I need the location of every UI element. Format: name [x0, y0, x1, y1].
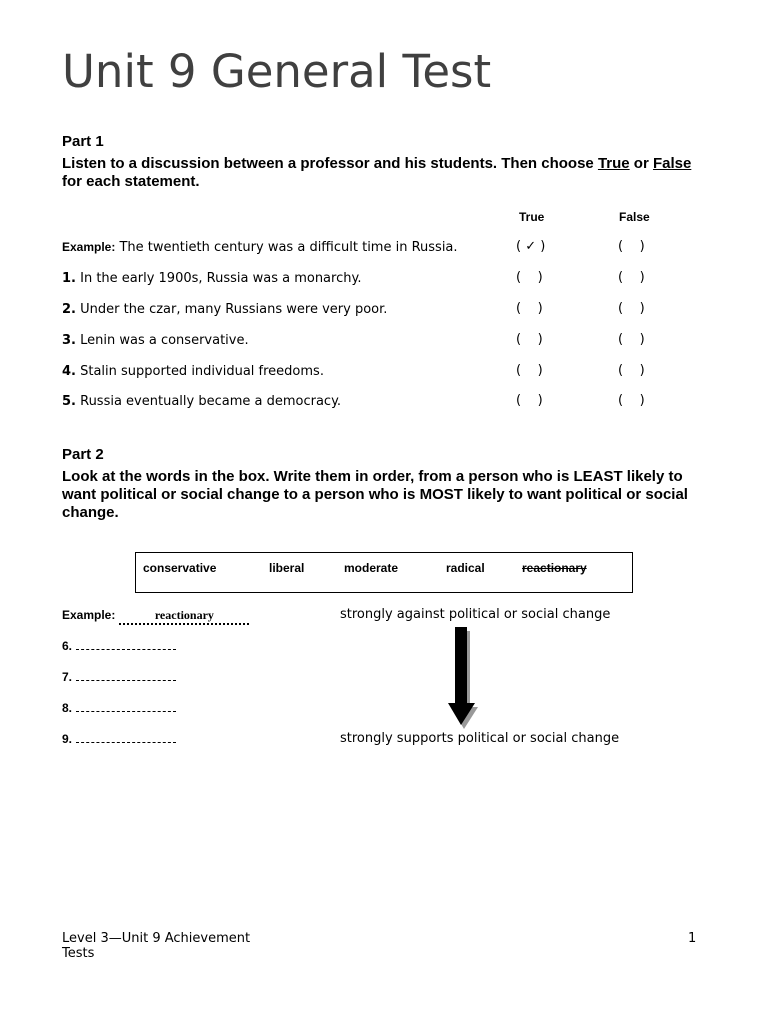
statement-number: 2. [62, 302, 76, 317]
statement-row [62, 364, 324, 379]
answer-row [62, 701, 176, 715]
statement-text: Under the czar, many Russians were very poor. [75, 302, 388, 317]
part1-instruction-post: for each statement. [62, 173, 200, 190]
word-conservative: conservative [143, 561, 217, 575]
true-choice[interactable]: ( ) [516, 270, 543, 285]
example-text: The twentieth century was a difficult time in Russia. [115, 240, 458, 255]
part2-example [62, 608, 249, 625]
true-choice[interactable]: ( ) [516, 363, 543, 378]
false-choice[interactable]: ( ) [618, 363, 645, 378]
false-choice[interactable]: ( ) [618, 332, 645, 347]
statement-text: In the early 1900s, Russia was a monarchy. [75, 271, 362, 286]
answer-number: 7. [62, 670, 73, 684]
example-statement [62, 240, 458, 255]
part2-instruction: Look at the words in the box. Write them in order, from a person who is LEAST likely to want political or social change to a person who is MOST likely to want political or social change. [62, 468, 688, 521]
footer-line-1: Level 3—Unit 9 Achievement [62, 931, 251, 946]
statement-number: 4. [62, 364, 76, 379]
false-word: False [652, 155, 692, 172]
statement-row [62, 394, 341, 409]
column-header-false: False [619, 210, 650, 224]
statement-row [62, 302, 387, 317]
true-choice[interactable]: ( ) [516, 301, 543, 316]
part1-instruction [62, 155, 702, 191]
bottom-description: strongly supports political or social change [340, 731, 620, 746]
answer-row [62, 639, 176, 653]
example-label: Example: [62, 240, 116, 254]
example-false-mark[interactable]: ( ) [618, 239, 645, 254]
statement-number: 3. [62, 333, 76, 348]
statement-number: 5. [62, 394, 76, 409]
answer-blank[interactable] [76, 732, 176, 743]
statement-text: Stalin supported individual freedoms. [75, 364, 324, 379]
page-number: 1 [688, 931, 697, 946]
word-reactionary: reactionary [522, 561, 587, 575]
word-liberal: liberal [269, 561, 305, 575]
true-choice[interactable]: ( ) [516, 332, 543, 347]
answer-number: 8. [62, 701, 73, 715]
answer-number: 9. [62, 732, 73, 746]
word-radical: radical [446, 561, 485, 575]
false-choice[interactable]: ( ) [618, 301, 645, 316]
down-arrow-icon [446, 627, 480, 731]
part1-heading: Part 1 [62, 133, 104, 150]
footer-text [62, 931, 250, 961]
answer-blank[interactable] [76, 639, 176, 650]
statement-text: Russia eventually became a democracy. [75, 394, 342, 409]
true-word: True [597, 155, 630, 172]
example-true-mark[interactable]: ( ✓ ) [516, 239, 546, 254]
statement-number: 1. [62, 271, 76, 286]
or-word: or [629, 155, 653, 172]
statement-row [62, 271, 361, 286]
answer-row [62, 732, 176, 746]
part2-example-label: Example: [62, 608, 116, 622]
answer-blank[interactable] [76, 701, 176, 712]
false-choice[interactable]: ( ) [618, 270, 645, 285]
column-header-true: True [519, 210, 545, 224]
page-title: Unit 9 General Test [62, 45, 492, 98]
answer-row [62, 670, 176, 684]
statement-row [62, 333, 249, 348]
footer-line-2: Tests [62, 946, 95, 961]
word-moderate: moderate [344, 561, 399, 575]
part2-heading: Part 2 [62, 446, 104, 463]
true-choice[interactable]: ( ) [516, 393, 543, 408]
part1-instruction-pre: Listen to a discussion between a professor and his students. Then choose [62, 155, 598, 172]
part2-example-answer: reactionary [119, 608, 249, 625]
false-choice[interactable]: ( ) [618, 393, 645, 408]
answer-blank[interactable] [76, 670, 176, 681]
statement-text: Lenin was a conservative. [75, 333, 249, 348]
answer-number: 6. [62, 639, 73, 653]
top-description: strongly against political or social change [340, 607, 611, 622]
